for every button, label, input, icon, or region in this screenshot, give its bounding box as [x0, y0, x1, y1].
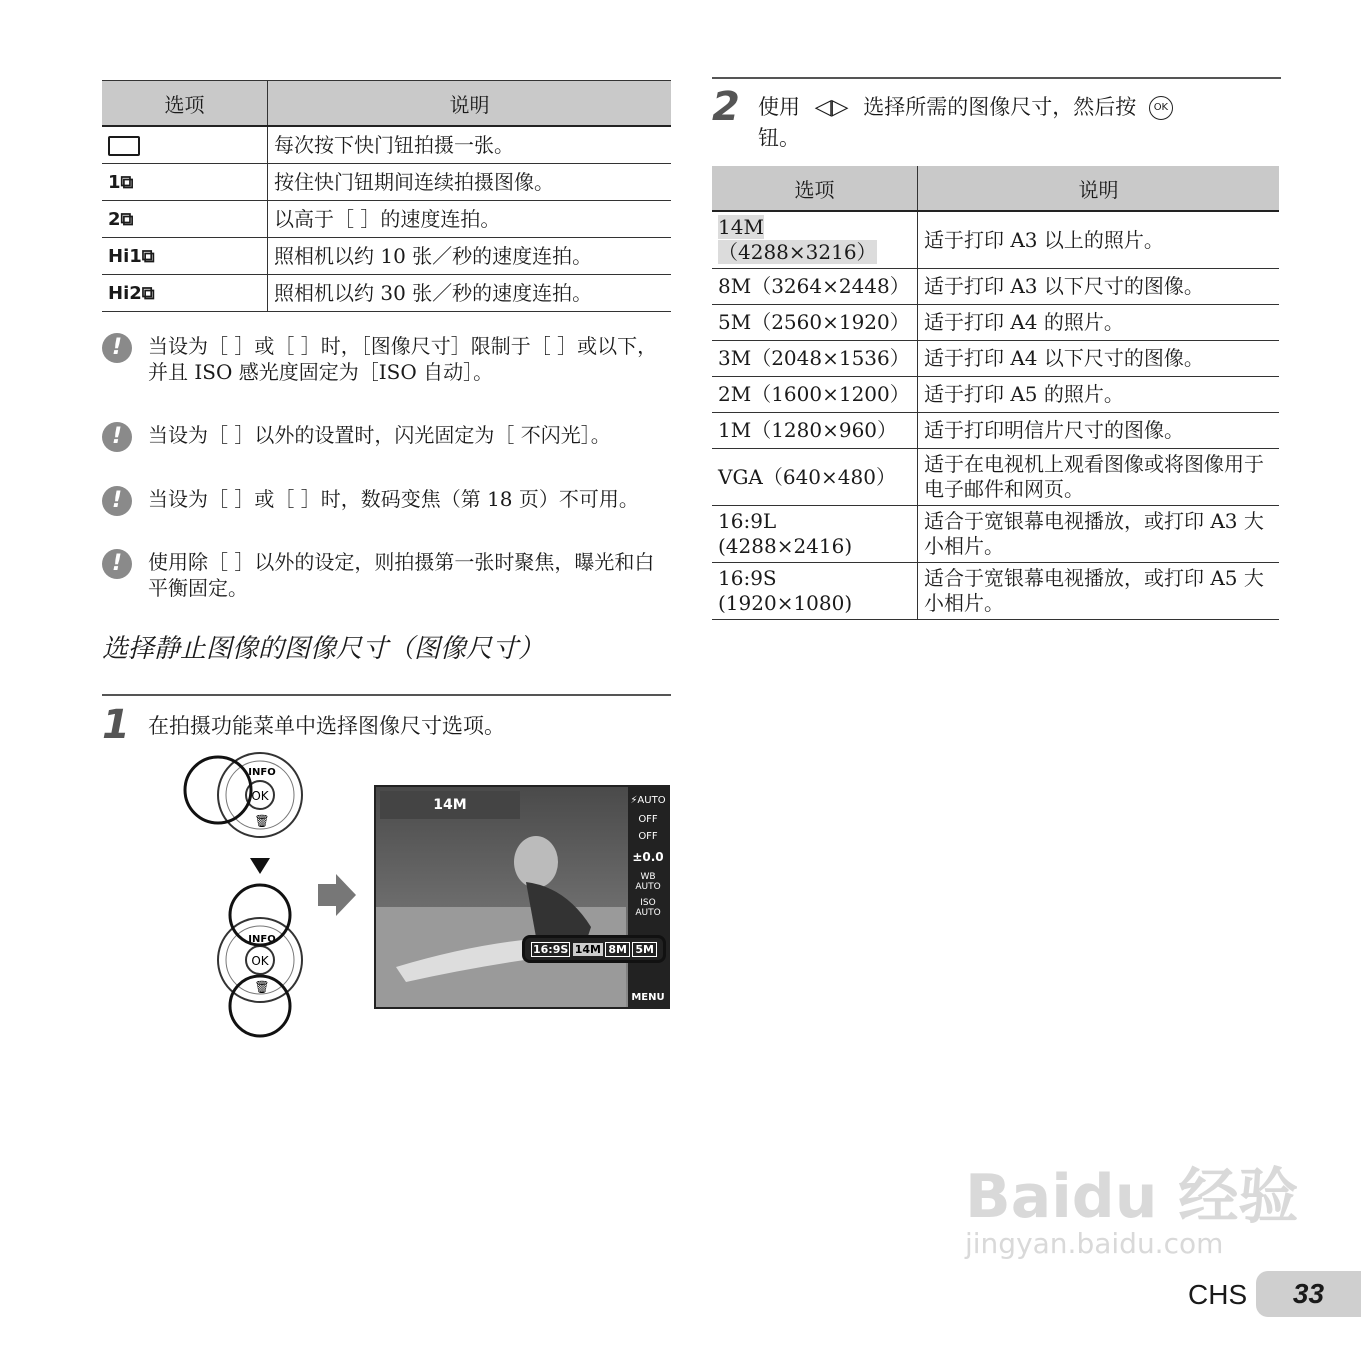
caution-note	[102, 549, 672, 601]
table-row	[712, 211, 1279, 269]
sequential-2-icon: 2⧉	[108, 209, 134, 230]
hi1-sequential-icon: Hi1⧉	[108, 246, 155, 267]
table-cell-option: 1M（1280×960）	[712, 413, 918, 449]
caution-note	[102, 422, 672, 448]
svg-text:INFO: INFO	[248, 934, 276, 945]
ok-button-icon: OK	[1149, 96, 1173, 120]
step-1	[102, 702, 671, 748]
table-header-option: 选项	[102, 81, 268, 127]
svg-text:🗑: 🗑	[254, 814, 270, 828]
table-row	[712, 305, 1279, 341]
table-row	[102, 164, 671, 201]
svg-text:🗑: 🗑	[254, 980, 270, 994]
caution-note	[102, 486, 672, 512]
table-cell-desc: 适于打印 A3 以上的照片。	[918, 211, 1280, 269]
table-row	[712, 269, 1279, 305]
page-number: 33	[1256, 1271, 1361, 1317]
option-8m[interactable]: 8M	[605, 942, 630, 957]
sequential-1-icon: 1⧉	[108, 172, 134, 193]
watermark-brand: Baidu 经验	[965, 1162, 1299, 1232]
table-header-option: 选项	[712, 166, 918, 211]
hi2-sequential-icon: Hi2⧉	[108, 283, 155, 304]
svg-text:OK: OK	[251, 954, 269, 968]
image-size-label: 14M	[380, 791, 520, 819]
table-cell-desc: 适于打印 A5 的照片。	[918, 377, 1280, 413]
table-cell-option: 8M（3264×2448）	[712, 269, 918, 305]
table-cell-option: 5M（2560×1920）	[712, 305, 918, 341]
table-row	[102, 201, 671, 238]
table-cell-option: 14M（4288×3216）	[718, 215, 877, 264]
table-cell-option: VGA（640×480）	[712, 449, 918, 506]
note-text: 当设为［ ］以外的设置时，闪光固定为［ 不闪光］。	[148, 423, 611, 447]
table-cell-desc: 适于打印 A4 的照片。	[918, 305, 1280, 341]
single-shot-icon	[108, 136, 140, 156]
table-cell-desc: 适于打印明信片尺寸的图像。	[918, 413, 1280, 449]
step-text: 使用	[758, 95, 800, 119]
svg-text:INFO: INFO	[248, 767, 276, 778]
step-text: 选择所需的图像尺寸，然后按	[863, 95, 1137, 119]
wb-auto-icon: WB AUTO	[635, 872, 661, 892]
svg-text:OK: OK	[251, 789, 269, 803]
watermark-url: jingyan.baidu.com	[965, 1227, 1224, 1260]
table-cell-desc: 照相机以约 10 张／秒的速度连拍。	[268, 238, 672, 275]
exposure-comp-value: ±0.0	[632, 850, 664, 864]
table-row	[712, 449, 1279, 506]
iso-auto-icon: ISO AUTO	[635, 898, 661, 918]
section-title	[102, 632, 671, 668]
note-text: 当设为［ ］或［ ］时，数码变焦（第 18 页）不可用。	[148, 487, 639, 511]
self-timer-off-icon: OFF	[638, 831, 658, 842]
option-14m[interactable]: 14M	[574, 942, 601, 956]
table-row	[712, 506, 1279, 563]
table-header-description: 说明	[918, 166, 1280, 211]
arrow-right-icon	[318, 872, 358, 918]
caution-icon: !	[102, 549, 132, 579]
caution-icon: !	[102, 486, 132, 516]
table-row	[102, 238, 671, 275]
table-cell-desc: 适合于宽银幕电视播放，或打印 A3 大小相片。	[918, 506, 1280, 563]
step-2	[712, 84, 1281, 154]
table-cell-option: 3M（2048×1536）	[712, 341, 918, 377]
flash-auto-icon: ⚡AUTO	[630, 795, 666, 806]
step-number: 1	[102, 702, 130, 748]
table-cell-desc: 以高于［ ］的速度连拍。	[268, 201, 672, 238]
table-cell-option: 16:9L (4288×2416)	[712, 506, 918, 563]
camera-side-menu	[628, 787, 668, 1007]
table-cell-option: 16:9S (1920×1080)	[712, 563, 918, 620]
caution-note	[102, 333, 672, 385]
image-size-selector[interactable]	[522, 935, 666, 963]
note-text: 使用除［ ］以外的设定，则拍摄第一张时聚焦，曝光和白平衡固定。	[148, 550, 655, 600]
table-row	[712, 377, 1279, 413]
left-right-arrows-icon: ◁▷	[814, 95, 849, 120]
table-cell-desc: 每次按下快门钮拍摄一张。	[268, 126, 672, 164]
table-header-description: 说明	[268, 81, 672, 127]
table-row	[712, 341, 1279, 377]
divider	[712, 77, 1281, 79]
section-title-text: 选择静止图像的图像尺寸（图像尺寸）	[102, 634, 545, 664]
step-text: 在拍摄功能菜单中选择图像尺寸选项。	[148, 714, 505, 738]
step-number: 2	[712, 84, 740, 130]
photo-preview	[376, 787, 668, 1007]
note-text: 当设为［ ］或［ ］时，［图像尺寸］限制于［ ］或以下，并且 ISO 感光度固定为［ISO 自动］。	[148, 334, 658, 384]
table-row	[712, 563, 1279, 620]
caution-icon: !	[102, 422, 132, 452]
table-row	[712, 413, 1279, 449]
step-text: 钮。	[758, 126, 800, 150]
table-row	[102, 126, 671, 164]
camera-screen	[374, 785, 670, 1009]
divider	[102, 694, 671, 696]
table-cell-desc: 适于打印 A3 以下尺寸的图像。	[918, 269, 1280, 305]
caution-icon: !	[102, 333, 132, 363]
menu-icon: MENU	[631, 992, 665, 1003]
option-169s[interactable]: 16:9S	[533, 942, 569, 956]
image-size-table	[712, 166, 1279, 620]
macro-off-icon: OFF	[638, 814, 658, 825]
baidu-watermark	[965, 1162, 1299, 1260]
drive-mode-table	[102, 80, 671, 312]
table-cell-desc: 照相机以约 30 张／秒的速度连拍。	[268, 275, 672, 312]
option-5m[interactable]: 5M	[632, 942, 657, 957]
table-cell-desc: 适合于宽银幕电视播放，或打印 A5 大小相片。	[918, 563, 1280, 620]
table-cell-desc: 适于打印 A4 以下尺寸的图像。	[918, 341, 1280, 377]
table-cell-option: 2M（1600×1200）	[712, 377, 918, 413]
control-dial-diagram	[180, 750, 320, 1050]
table-cell-desc: 适于在电视机上观看图像或将图像用于电子邮件和网页。	[918, 449, 1280, 506]
table-row	[102, 275, 671, 312]
language-label: CHS	[1188, 1279, 1248, 1310]
table-cell-desc: 按住快门钮期间连续拍摄图像。	[268, 164, 672, 201]
